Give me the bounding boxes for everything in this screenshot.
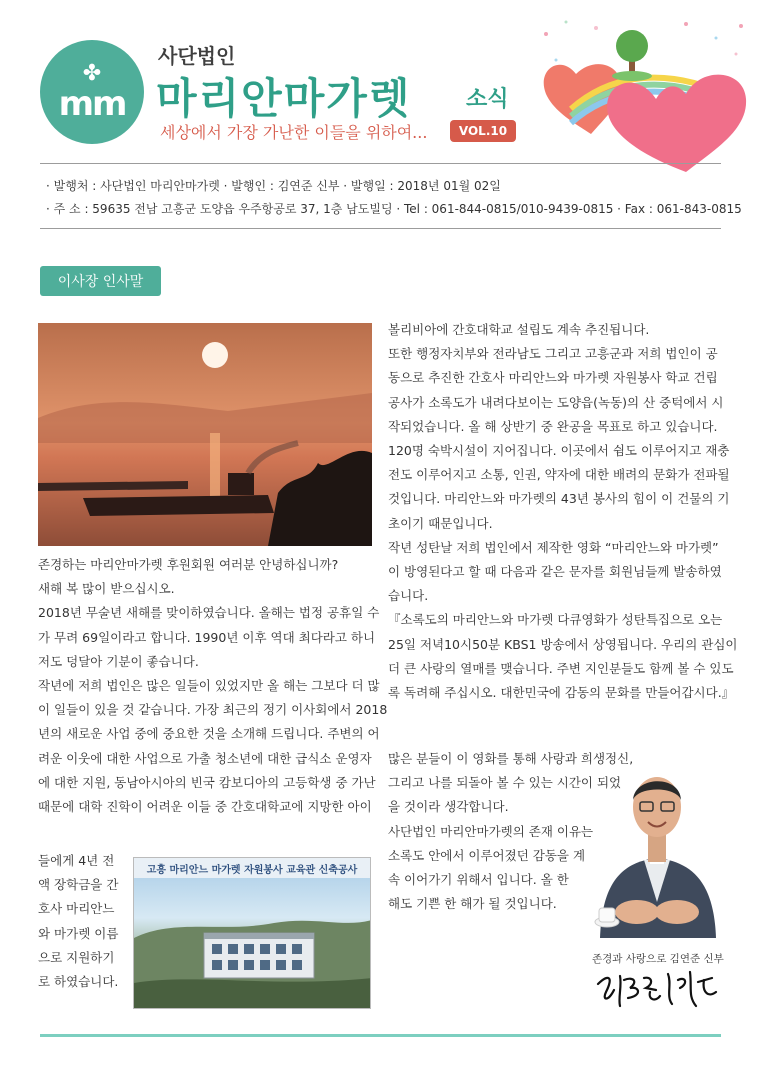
paragraph-line: 작년 성탄날 저희 법인에서 제작한 영화 “마리안느와 마가렛” bbox=[388, 539, 719, 555]
building-construction-photo bbox=[133, 857, 371, 1009]
paragraph-line: 이 일들이 있을 것 같습니다. 가장 최근의 정기 이사회에서 2018 bbox=[38, 702, 388, 718]
sun bbox=[202, 342, 228, 368]
paragraph-line: 들에게 4년 전 bbox=[38, 853, 115, 868]
paragraph-line: 또한 행정자치부와 전라남도 그리고 고흥군과 저희 법인이 공 bbox=[388, 346, 718, 362]
newsletter-title: 마리안마가렛 bbox=[156, 74, 412, 123]
building-illustration bbox=[134, 878, 371, 1009]
publisher-info: · 발행처 : 사단법인 마리안마가렛 · 발행인 : 김연준 신부 · 발행일 : 2018년 01월 02일 bbox=[46, 179, 501, 193]
org-prefix: 사단법인 bbox=[158, 44, 236, 68]
article-left-narrow bbox=[38, 849, 118, 994]
paragraph-line: 작년에 저희 법인은 많은 일들이 있었지만 올 해는 그보다 더 많 bbox=[38, 678, 380, 694]
paragraph-line: 25일 저녁10시50분 KBS1 방송에서 상영됩니다. 우리의 관심이 bbox=[388, 636, 738, 652]
tree-icon bbox=[612, 30, 652, 81]
newsletter-title-suffix: 소식 bbox=[466, 87, 509, 112]
footer-line bbox=[40, 1034, 721, 1037]
paragraph-line: 액 장학금을 간 bbox=[38, 877, 119, 893]
logo bbox=[40, 40, 144, 144]
handwritten-signature bbox=[594, 962, 724, 1012]
slogan: 세상에서 가장 가난한 이들을 위하여... bbox=[160, 123, 428, 142]
paragraph-line: 존경하는 마리안마가렛 후원회원 여러분 안녕하십니까? bbox=[38, 557, 339, 572]
paragraph-line: 호사 마리안느 bbox=[38, 901, 115, 917]
header-rule bbox=[40, 163, 721, 164]
paragraph-line: 2018년 무술년 새해를 맞이하였습니다. 올해는 법정 공휴일 수 bbox=[38, 605, 380, 621]
paragraph-line: 그리고 나를 되돌아 볼 수 있는 시간이 되었 bbox=[388, 775, 622, 791]
coffee-cup-icon bbox=[595, 908, 619, 927]
sunset-ship-photo bbox=[38, 323, 372, 546]
photo-banner: 고흥 마리안느 마가렛 자원봉사 교육관 신축공사 bbox=[134, 858, 370, 878]
section-tag: 이사장 인사말 bbox=[40, 266, 161, 296]
paragraph-line: 록 독려해 주십시오. 대한민국에 감동의 문화를 만들어갑시다.』 bbox=[388, 685, 735, 701]
paragraph-line: 동으로 추진한 간호사 마리안느와 마가렛 자원봉사 학교 건립 bbox=[388, 370, 718, 386]
paragraph-line: 에 대한 지원, 동남아시아의 빈국 캄보디아의 고등학생 중 가난 bbox=[38, 774, 376, 790]
paragraph-line: 속 이어가기 위해서 입니다. 올 한 bbox=[388, 872, 569, 888]
volume-badge: VOL.10 bbox=[450, 120, 516, 142]
paragraph-line: 려운 이웃에 대한 사업으로 가출 청소년에 대한 급식소 운영자 bbox=[38, 750, 372, 766]
clover-icon: ✤ bbox=[82, 61, 102, 86]
paragraph-line: 습니다. bbox=[388, 588, 429, 604]
paragraph-line: 초이기 때문입니다. bbox=[388, 515, 493, 531]
paragraph-line: 이 방영된다고 할 때 다음과 같은 문자를 회원님들께 발송하였 bbox=[388, 564, 722, 580]
paragraph-line: 때문에 대학 진학이 어려운 이들 중 간호대학교에 지망한 아이 bbox=[38, 799, 372, 815]
paragraph-line: 로 하였습니다. bbox=[38, 974, 119, 990]
article-left-column bbox=[38, 553, 387, 819]
paragraph-line: 와 마가렛 이름 bbox=[38, 925, 119, 941]
paragraph-line: 『소록도의 마리안느와 마가렛 다큐영화가 성탄특집으로 오는 bbox=[388, 612, 723, 628]
paragraph-line: 작되었습니다. 올 해 상반기 중 완공을 목표로 하고 있습니다. bbox=[388, 418, 718, 434]
info-rule bbox=[40, 228, 721, 229]
paragraph-line: 사단법인 마리안마가렛의 존재 이유는 bbox=[388, 823, 594, 839]
large-heart bbox=[607, 75, 746, 172]
paragraph-line: 더 큰 사랑의 열매를 맺습니다. 주변 지인분들도 함께 볼 수 있도 bbox=[388, 660, 734, 676]
paragraph-line: 가 무려 69일이라고 합니다. 1990년 이후 역대 최다라고 하니 bbox=[38, 629, 376, 645]
closing-caption: 존경과 사랑으로 김연준 신부 bbox=[592, 953, 724, 965]
paragraph-line: 많은 분들이 이 영화를 통해 사랑과 희생정신, bbox=[388, 751, 634, 766]
priest-portrait bbox=[592, 762, 722, 938]
address-info: · 주 소 : 59635 전남 고흥군 도양읍 우주항공로 37, 1층 남도빌딩 · Tel : 061-844-0815/010-9439-0815 · Fax : 061-843-0815 bbox=[46, 202, 742, 216]
paragraph-line: 저도 덩달아 기분이 좋습니다. bbox=[38, 653, 199, 669]
paragraph-line: 120명 숙박시설이 지어집니다. 이곳에서 쉼도 이루어지고 재충 bbox=[388, 443, 730, 459]
paragraph-line: 년의 새로운 사업 중에 중요한 것을 소개해 드립니다. 주변의 어 bbox=[38, 726, 380, 742]
paragraph-line: 해도 기쁜 한 해가 될 것입니다. bbox=[388, 896, 557, 912]
paragraph-line: 소록도 안에서 이루어졌던 감동을 계 bbox=[388, 847, 586, 863]
article-right-column bbox=[388, 318, 737, 705]
logo-text: mm bbox=[58, 84, 126, 124]
paragraph-line: 새해 복 많이 받으십시오. bbox=[38, 581, 175, 597]
paragraph-line: 으로 지원하기 bbox=[38, 949, 115, 965]
paragraph-line: 전도 이루어지고 소통, 인권, 약자에 대한 배려의 문화가 전파될 bbox=[388, 467, 730, 483]
paragraph-line: 공사가 소록도가 내려다보이는 도양읍(녹동)의 산 중턱에서 시 bbox=[388, 394, 724, 410]
paragraph-line: 을 것이라 생각합니다. bbox=[388, 799, 509, 815]
paragraph-line: 것입니다. 마리안느와 마가렛의 43년 봉사의 힘이 이 건물의 기 bbox=[388, 491, 730, 507]
heart-rainbow-illustration bbox=[536, 14, 756, 174]
paragraph-line: 볼리비아에 간호대학교 설립도 계속 추진됩니다. bbox=[388, 322, 650, 337]
